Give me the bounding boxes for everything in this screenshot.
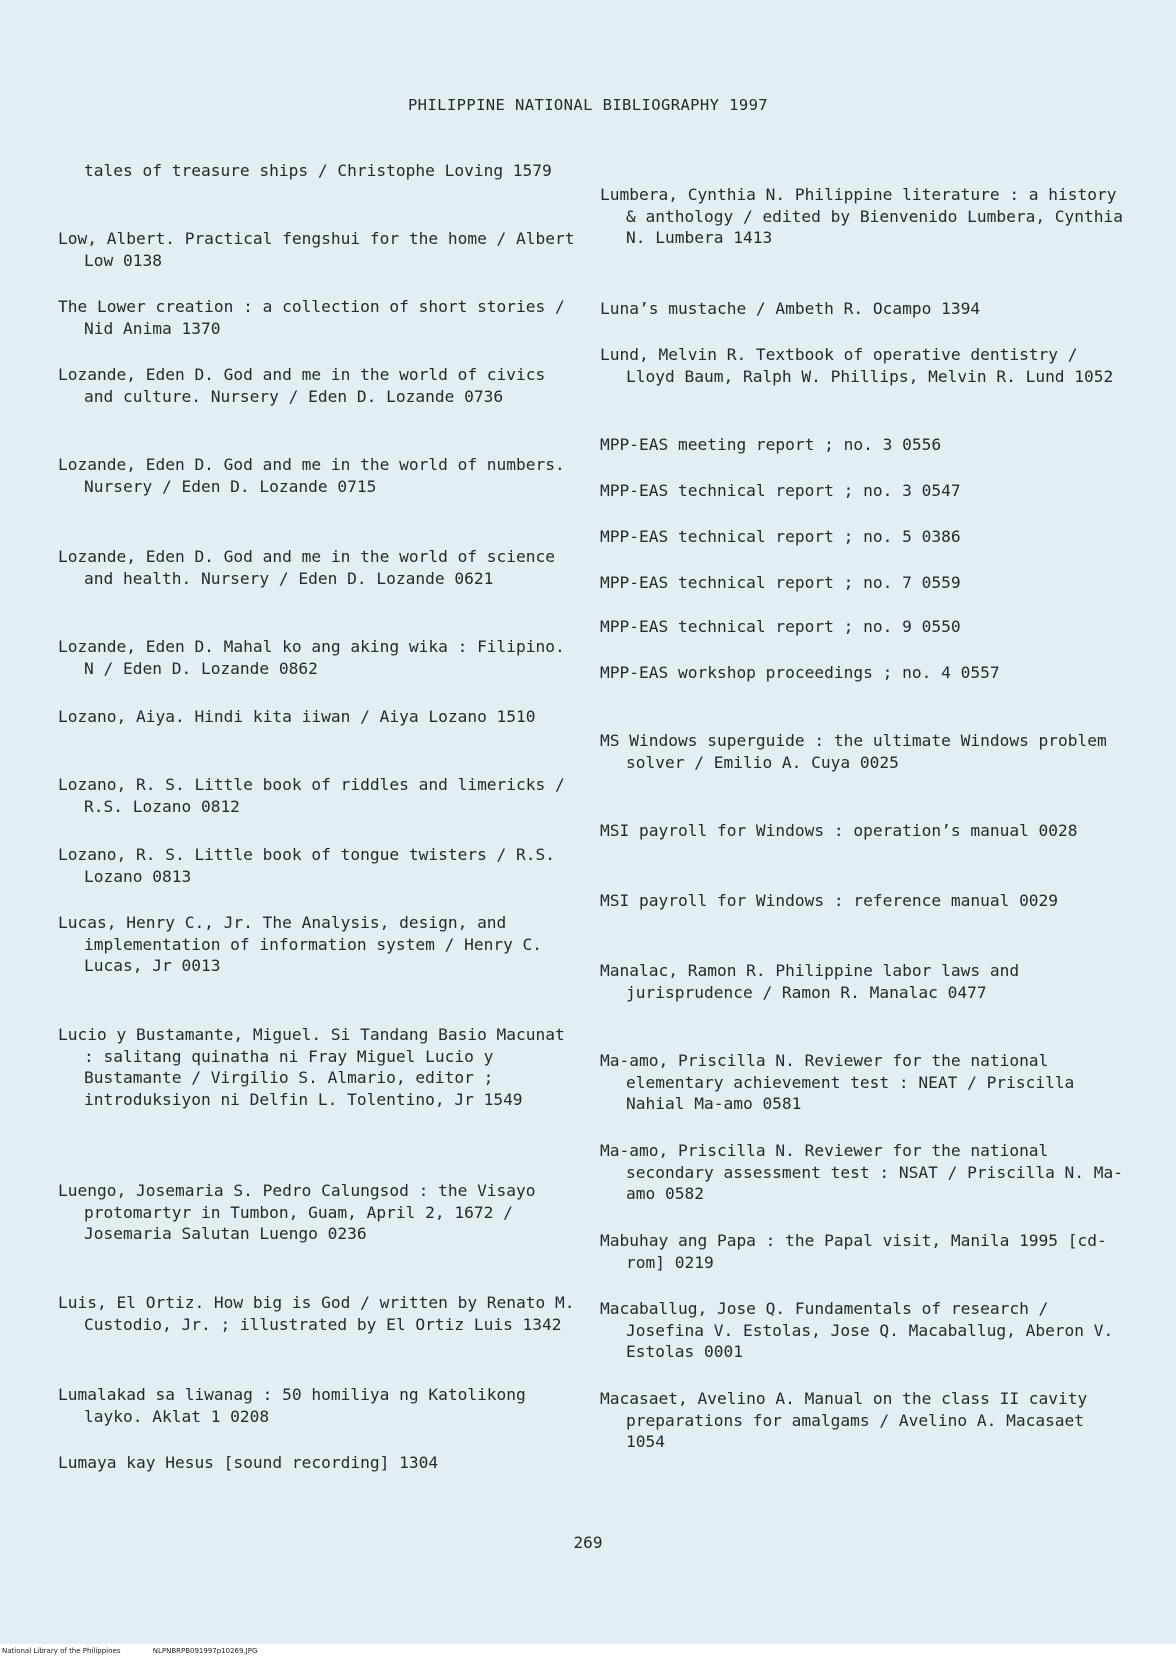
bibliography-entry: MPP-EAS technical report ; no. 5 0386 — [600, 527, 961, 546]
bibliography-entry: Lozano, Aiya. Hindi kita iiwan / Aiya Lozano 1510 — [58, 707, 536, 726]
bibliography-entry: Low, Albert. Practical fengshui for the home / Albert Low 0138 — [58, 229, 575, 270]
bibliography-entry: Lozande, Eden D. God and me in the world of numbers. Nursery / Eden D. Lozande 0715 — [58, 455, 565, 496]
bibliography-entry: Lucio y Bustamante, Miguel. Si Tandang Basio Macunat : salitang quinatha ni Fray Miguel Lucio y Bustamante / Virgilio S. Almario, editor ; introduksiyon ni Delfin L. Tolentino, Jr 1549 — [58, 1025, 565, 1109]
page-title: PHILIPPINE NATIONAL BIBLIOGRAPHY 1997 — [407, 96, 769, 114]
bibliography-entry: Lumalakad sa liwanag : 50 homiliya ng Katolikong layko. Aklat 1 0208 — [58, 1385, 526, 1426]
bibliography-entry: Macasaet, Avelino A. Manual on the class II cavity preparations for amalgams / Avelino A. Macasaet 1054 — [600, 1389, 1088, 1451]
bibliography-entry: Lumaya kay Hesus [sound recording] 1304 — [58, 1453, 439, 1472]
bibliography-entry: Ma-amo, Priscilla N. Reviewer for the national secondary assessment test : NSAT / Priscilla N. Ma-amo 0582 — [600, 1141, 1124, 1203]
bibliography-entry: The Lower creation : a collection of short stories / Nid Anima 1370 — [58, 297, 565, 338]
bibliography-entry: tales of treasure ships / Christophe Loving 1579 — [84, 161, 552, 180]
bibliography-entry: MPP-EAS workshop proceedings ; no. 4 0557 — [600, 663, 1000, 682]
bibliography-entry: Manalac, Ramon R. Philippine labor laws and jurisprudence / Ramon R. Manalac 0477 — [600, 961, 1020, 1002]
bibliography-entry: MPP-EAS technical report ; no. 3 0547 — [600, 481, 961, 500]
bibliography-entry: Lund, Melvin R. Textbook of operative dentistry / Lloyd Baum, Ralph W. Phillips, Melvin R. Lund 1052 — [600, 345, 1114, 386]
library-name: National Library of the Philippines — [2, 1647, 121, 1655]
file-name: NLPNBRPB091997p10269.JPG — [152, 1647, 258, 1655]
bibliography-entry: MSI payroll for Windows : reference manual 0029 — [600, 891, 1059, 910]
bibliography-entry: Lozano, R. S. Little book of riddles and limericks / R.S. Lozano 0812 — [58, 775, 565, 816]
bibliography-entry: Lucas, Henry C., Jr. The Analysis, design, and implementation of information system / Henry C. Lucas, Jr 0013 — [58, 913, 543, 975]
bibliography-entry: Luna’s mustache / Ambeth R. Ocampo 1394 — [600, 299, 981, 318]
scan-footer — [0, 1644, 1176, 1658]
bibliography-entry: Macaballug, Jose Q. Fundamentals of research / Josefina V. Estolas, Jose Q. Macaballug, Aberon V. Estolas 0001 — [600, 1299, 1114, 1361]
bibliography-entry: Ma-amo, Priscilla N. Reviewer for the national elementary achievement test : NEAT / Priscilla Nahial Ma-amo 0581 — [600, 1051, 1075, 1113]
bibliography-entry: Lozano, R. S. Little book of tongue twisters / R.S. Lozano 0813 — [58, 845, 556, 886]
bibliography-entry: Lozande, Eden D. God and me in the world of civics and culture. Nursery / Eden D. Lozande 0736 — [58, 365, 546, 406]
bibliography-entry: MPP-EAS meeting report ; no. 3 0556 — [600, 435, 942, 454]
bibliography-entry: Mabuhay ang Papa : the Papal visit, Manila 1995 [cd-rom] 0219 — [600, 1231, 1107, 1272]
bibliography-entry: MPP-EAS technical report ; no. 9 0550 — [600, 617, 961, 636]
bibliography-entry: MPP-EAS technical report ; no. 7 0559 — [600, 573, 961, 592]
page-number: 269 — [573, 1533, 603, 1552]
bibliography-entry: Lozande, Eden D. Mahal ko ang aking wika : Filipino. N / Eden D. Lozande 0862 — [58, 637, 565, 678]
bibliography-entry: Luis, El Ortiz. How big is God / written by Renato M. Custodio, Jr. ; illustrated by El Ortiz Luis 1342 — [58, 1293, 575, 1334]
bibliography-entry: Lumbera, Cynthia N. Philippine literature : a history & anthology / edited by Bienvenido Lumbera, Cynthia N. Lumbera 1413 — [600, 185, 1124, 247]
bibliography-entry: MS Windows superguide : the ultimate Windows problem solver / Emilio A. Cuya 0025 — [600, 731, 1107, 772]
bibliography-entry: Lozande, Eden D. God and me in the world of science and health. Nursery / Eden D. Lozande 0621 — [58, 547, 556, 588]
bibliography-entry: MSI payroll for Windows : operation’s manual 0028 — [600, 821, 1078, 840]
bibliography-entry: Luengo, Josemaria S. Pedro Calungsod : the Visayo protomartyr in Tumbon, Guam, April 2, 1672 / Josemaria Salutan Luengo 0236 — [58, 1181, 536, 1243]
